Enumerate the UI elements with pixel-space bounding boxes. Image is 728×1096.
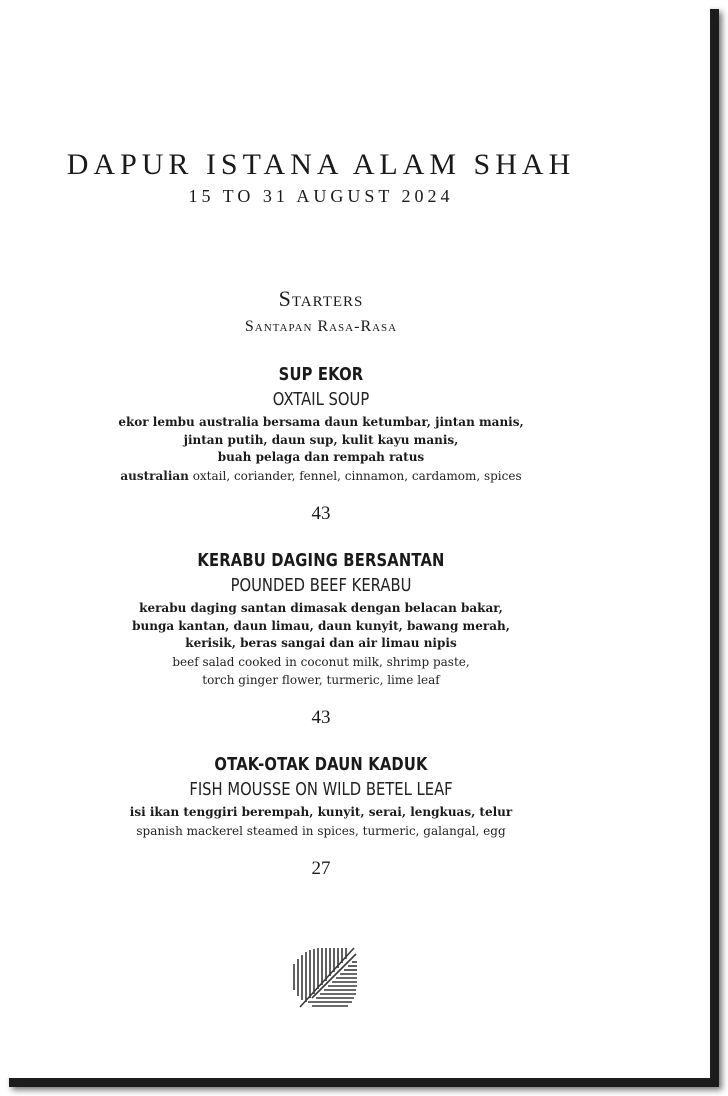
description-line: kerisik, beras sangai dan air limau nipis [185,636,457,650]
item-description-malay [0,414,642,467]
description-line: oxtail, coriander, fennel, cinnamon, cardamom, spices [188,468,522,483]
item-price: 43 [311,706,331,728]
description-line: kerabu daging santan dimasak dengan belacan bakar, [139,601,503,615]
menu-title: DAPUR ISTANA ALAM SHAH [66,148,576,181]
menu-item-otak-otak [0,754,642,880]
item-description-malay [0,600,642,653]
item-price: 27 [311,857,331,879]
item-description-english [0,653,642,689]
item-english-name: OXTAIL SOUP [272,389,370,410]
description-line: ekor lembu australia bersama daun ketumbar, jintan manis, [118,415,524,429]
item-name: KERABU DAGING BERSANTAN [197,550,445,571]
item-description-english [0,467,642,485]
leaf-logo-icon [290,944,360,1010]
item-description-malay [0,804,642,822]
menu-item-kerabu-daging [0,550,642,729]
item-english-name: FISH MOUSSE ON WILD BETEL LEAF [189,779,453,800]
description-line: buah pelaga dan rempah ratus [217,450,425,464]
item-name: OTAK-OTAK DAUN KADUK [214,754,428,775]
menu-dates: 15 TO 31 AUGUST 2024 [188,186,454,206]
description-line: spanish mackerel steamed in spices, turmeric, galangal, egg [136,823,506,838]
description-bold-word: australian [120,468,189,483]
item-english-name: POUNDED BEEF KERABU [230,575,412,596]
section-subtitle: Santapan Rasa-Rasa [244,318,398,335]
item-description-english [0,822,642,840]
description-line: torch ginger flower, turmeric, lime leaf [202,672,440,687]
section-title: Starters [278,286,364,311]
menu-item-sup-ekor [0,364,642,525]
description-line: isi ikan tenggiri berempah, kunyit, serai, lengkuas, telur [129,805,513,819]
item-price: 43 [311,502,331,524]
description-line: bunga kantan, daun limau, daun kunyit, bawang merah, [132,618,510,633]
item-name: SUP EKOR [278,364,364,385]
description-line: jintan putih, daun sup, kulit kayu manis, [183,432,459,447]
description-line: beef salad cooked in coconut milk, shrimp paste, [172,654,470,669]
